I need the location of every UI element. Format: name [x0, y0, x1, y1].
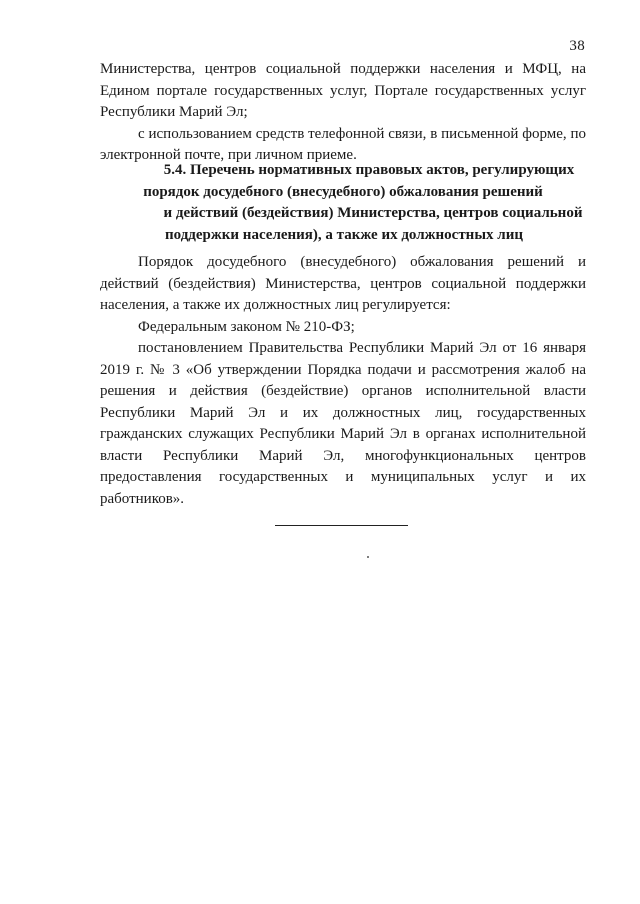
page-number: 38 — [569, 38, 585, 54]
section-heading-line: поддержки населения), а также их должностных лиц — [165, 226, 523, 243]
body-paragraph: Федеральным законом № 210-ФЗ; — [138, 318, 355, 335]
scan-speck — [367, 556, 369, 558]
section-body — [100, 252, 586, 510]
end-divider-line — [275, 525, 408, 526]
section-heading-line: порядок досудебного (внесудебного) обжалования решений — [143, 183, 543, 200]
body-paragraph: Порядок досудебного (внесудебного) обжалования решений и действий (бездействия) Министерства, центров социальной поддержки населения, а также их должностных лиц регулируется: — [100, 254, 586, 313]
section-heading — [100, 160, 586, 246]
intro-paragraph: с использованием средств телефонной связи, в письменной форме, по электронной почте, при личном приеме. — [100, 125, 586, 163]
section-heading-line: и действий (бездействия) Министерства, центров социальной — [163, 205, 583, 221]
section-heading-line: 5.4. Перечень нормативных правовых актов, регулирующих — [163, 162, 575, 178]
intro-text — [100, 59, 586, 167]
intro-paragraph: Министерства, центров социальной поддержки населения и МФЦ, на Едином портале государственных услуг, Портале государственных услуг Республики Марий Эл; — [100, 61, 586, 120]
body-paragraph: постановлением Правительства Республики Марий Эл от 16 января 2019 г. № 3 «Об утверждении Порядка подачи и рассмотрения жалоб на решения и действия (бездействие) органов исполнительной власти Республики Марий Эл и их должностных лиц, государственных гражданских служащих Республики Марий Эл в органах исполнительной власти Республики Марий Эл, многофункциональных центров предоставления государственных и муниципальных услуг и их работников». — [100, 340, 586, 507]
